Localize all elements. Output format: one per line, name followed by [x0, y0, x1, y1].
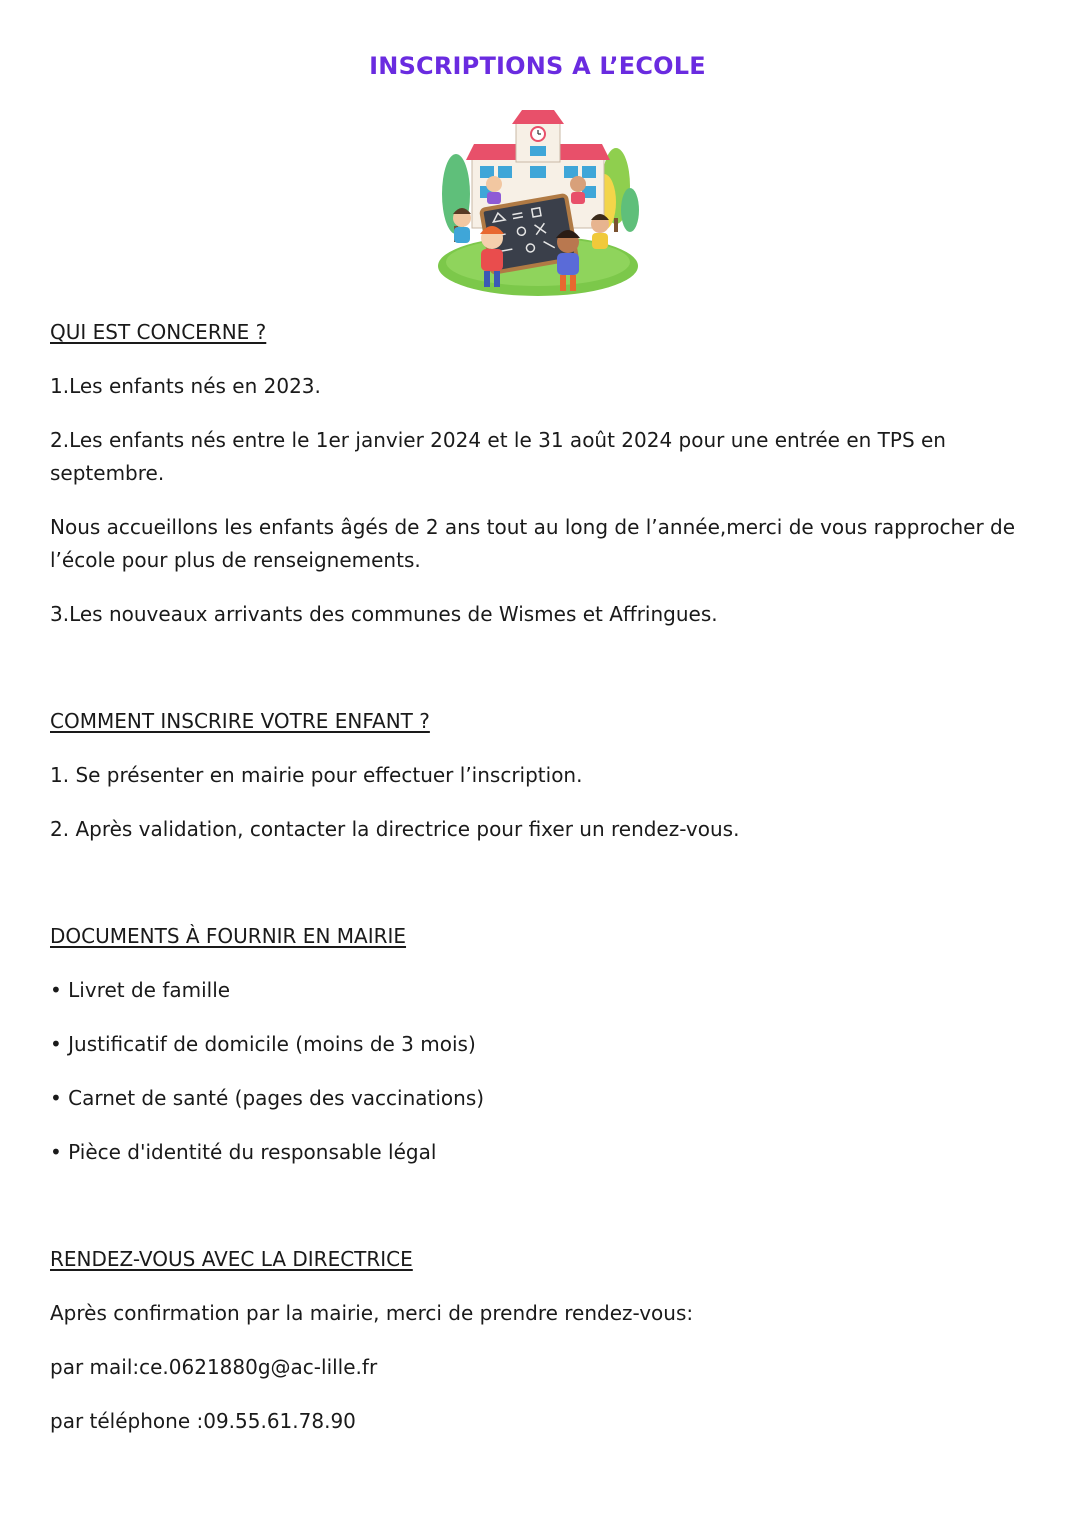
section-heading-comment: COMMENT INSCRIRE VOTRE ENFANT ?: [50, 709, 430, 733]
section-heading-documents: DOCUMENTS À FOURNIR EN MAIRIE: [50, 924, 407, 948]
paragraph: 2.Les enfants nés entre le 1er janvier 2024 et le 31 août 2024 pour une entrée en TPS en septembre.: [50, 428, 946, 485]
page-title: INSCRIPTIONS A L’ECOLE: [369, 52, 706, 80]
list-item: • Pièce d'identité du responsable légal: [50, 1140, 437, 1164]
list-item: • Livret de famille: [50, 978, 231, 1002]
paragraph: 3.Les nouveaux arrivants des communes de Wismes et Affringues.: [50, 602, 718, 626]
section-heading-rendezvous: RENDEZ-VOUS AVEC LA DIRECTRICE: [50, 1247, 413, 1271]
contact-email: par mail:ce.0621880g@ac-lille.fr: [50, 1355, 378, 1379]
contact-phone: par téléphone :09.55.61.78.90: [50, 1409, 356, 1433]
paragraph: Nous accueillons les enfants âgés de 2 ans tout au long de l’année,merci de vous rapprocher de l’école pour plus de renseignements.: [50, 515, 1016, 572]
document-body: [50, 316, 1030, 1459]
section-heading-concerne: QUI EST CONCERNE ?: [50, 320, 267, 344]
paragraph: 1.Les enfants nés en 2023.: [50, 374, 321, 398]
school-children-illustration-icon: [432, 106, 644, 302]
paragraph: 1. Se présenter en mairie pour effectuer l’inscription.: [50, 763, 583, 787]
list-item: • Carnet de santé (pages des vaccinations): [50, 1086, 485, 1110]
list-item: • Justificatif de domicile (moins de 3 mois): [50, 1032, 476, 1056]
paragraph: 2. Après validation, contacter la directrice pour fixer un rendez-vous.: [50, 817, 740, 841]
paragraph: Après confirmation par la mairie, merci de prendre rendez-vous:: [50, 1301, 694, 1325]
